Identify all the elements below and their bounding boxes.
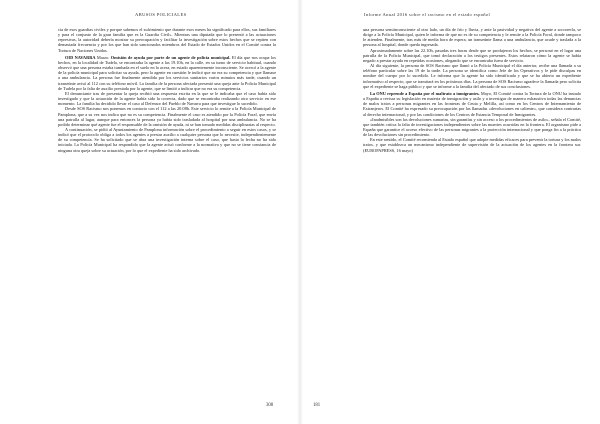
entry-date: Marzo. [96,54,110,60]
body-paragraph [58,106,276,127]
body-paragraph [363,117,581,138]
right-page [300,0,600,424]
body-paragraph [58,91,276,106]
paragraph-text: El denunciante tras de presentar la queja recibió una respuesta escrita en la que se le indicaba que el caso había sido investigado y que la actuación de la agente había sido la correcta, dado que se encontraba realizando otro servicio en ese momento. La familia ha decidido llevar el caso al Defensor del Pueblo de Navarra para que investigue lo sucedido. [58,90,276,107]
entry-heading: OID NAVARRA [65,54,96,60]
entry-heading: La ONU reprende a España por el maltrato a inmigrantes. [370,90,480,96]
paragraph-text: Al día siguiente, la persona de SOS Racismo que llamó a la Policía Municipal el día anterior, recibe una llamada a su teléfono particular sobre las 19 de la tarde. La persona se identifica como Jefe de los Operativos y le pide disculpas en nombre del cuerpo por lo sucedido. Le informa que la agente ha sido identificada y que se ha abierto un expediente informativo al respecto, que se tramitará en los próximos días. La persona de SOS Racismo agradece la llamada pero solicita que el expediente se haga público y que se informe a la familia del afectado de sus conclusiones. [363,63,581,89]
running-head: ABUSOS POLICIALES [135,12,187,17]
paragraph-text: ha instado a España a revisar su legislación en materia de inmigración y asilo y a investigar de manera exhaustiva todas las denuncias de malos tratos a personas migrantes en las fronteras de Ceuta y Melilla, así como en los Centros de Internamiento de Extranjeros. El Comité ha expresado su preocupación por las llamadas «devoluciones en caliente», que considera contrarias al derecho internacional, y por las condiciones de los Centros de Estancia Temporal de Inmigrantes. [363,90,581,117]
paragraph-text: «Inadmisibles son las devoluciones sumarias, sin garantías y sin acceso a los procedimientos de asilo», señala el Comité, que también critica la falta de investigaciones independientes sobre las muertes ocurridas en la frontera. El organismo pide a España que garantice el acceso efectivo de las personas migrantes a la protección internacional y que ponga fin a la práctica de las devoluciones sin procedimiento. [363,116,581,138]
entry-title: Omisión de ayuda por parte de un agente de policía municipal. [110,54,231,60]
page-number: 181 [313,403,321,408]
page-number: 308 [266,403,274,408]
body-paragraph [58,127,276,153]
body-paragraph [363,63,581,89]
paragraph-text: Desde SOS Racismo nos ponemos en contacto con el 112 a las 20.08h. Este servicio lo remite a la Policía Municipal de Pamplona, que a su vez nos indica que no es su competencia. Finalmente el caso es atendido por la Policía Foral, que envía una patrulla al lugar, aunque para entonces la persona ya había sido trasladada al hospital por una ambulancia. No se ha podido determinar qué agente fue el responsable de la omisión de ayuda, ni se han tomado medidas disciplinarias al respecto. [58,106,276,127]
paragraph-text: A continuación, se pidió al Ayuntamiento de Pamplona información sobre el procedimiento a seguir en estos casos, y se indicó que el protocolo obliga a todos los agentes a prestar auxilio a cualquier persona que lo necesite, independientemente de su competencia. Se ha solicitado que se abra una investigación interna sobre el caso, que hasta la fecha no ha sido iniciada. La Policía Municipal ha respondido que la agente actuó conforme a la normativa y que no se tiene constancia de ninguna otra queja sobre su actuación, por lo que el expediente ha sido archivado. [58,126,276,153]
running-head: Informe Anual 2016 sobre el racismo en el estado español [364,12,491,17]
body-paragraph [363,27,581,48]
paragraph-text: una persona semiinconsciente al otro lado, un día de frío y lluvia, y ante la pasividad y negativa del agente a socorrerla, se dirige a la Policía Municipal, quien le informa de que no es de su competencia y le remite a la Policía Foral, donde tampoco le atienden. Finalmente, tras más de media hora de espera, un transeúnte llama a una ambulancia, que acude y traslada a la persona al hospital, donde queda ingresada. [363,27,581,48]
paragraph-text: En este sentido, el Comité recomienda al Estado español que adopte medidas eficaces para prevenir la tortura y los malos tratos, y que establezca un mecanismo independiente de supervisión de la actuación de los agentes en la frontera sur. (EUROPAPRESS, 16 mayo) [363,137,581,153]
paragraph-text: Aproximadamente sobre las 22.10h, pasadas tres horas desde que se produjeron los hechos, se personó en el lugar una patrulla de la Policía Municipal, que tomó declaración a los testigos presentes. Estos relataron cómo la agente se había negado a prestar ayuda en repetidas ocasiones, alegando que se encontraba fuera de servicio. [363,47,581,63]
body-paragraph [58,55,276,91]
page-body [58,27,276,387]
body-paragraph [58,27,276,53]
paragraph-text: cia de esos guardias civiles y porque sabemos el sufrimiento que durante esos meses ha significado para ellos, sus familiares y para el conjunto de la gran familia que es la Guardia Civil». Mientras una diputada que lo presentó a las actuaciones represivas, la autoridad debería mostrar su preocupación y facilitar la investigación sobre estos hechos que se repiten con demasiada frecuencia y por los que han sido sancionados miembros del Estado de Estados Unidos en el Comité contra la Tortura de Naciones Unidas. [58,27,276,53]
body-paragraph [363,48,581,63]
paragraph-text: El día que nos ocupa los hechos, en la localidad de Tudela, se encontraba la agente a las 19.10h, en la calle, en su turno de servicio habitual, cuando observó que una persona estaba tumbada en el suelo en la acera, en estado aparentemente inconsciente. Se acercó a la agente de la policía municipal para solicitar su ayuda, pero la agente en cuestión le indicó que no era su competencia y que llamase a una ambulancia. La persona fue finalmente atendida por los servicios sanitarios varios minutos más tarde, cuando un transeúnte avisó al 112 con su teléfono móvil. La familia de la persona afectada presentó una queja ante la Policía Municipal de Tudela por la falta de auxilio prestada por la agente, que se limitó a indicar que no era su competencia. [58,54,276,91]
entry-date: Mayo, El Comité contra la Tortura de la ONU [480,90,562,96]
body-paragraph [363,137,581,152]
body-paragraph [363,91,581,117]
page-body [363,27,581,387]
